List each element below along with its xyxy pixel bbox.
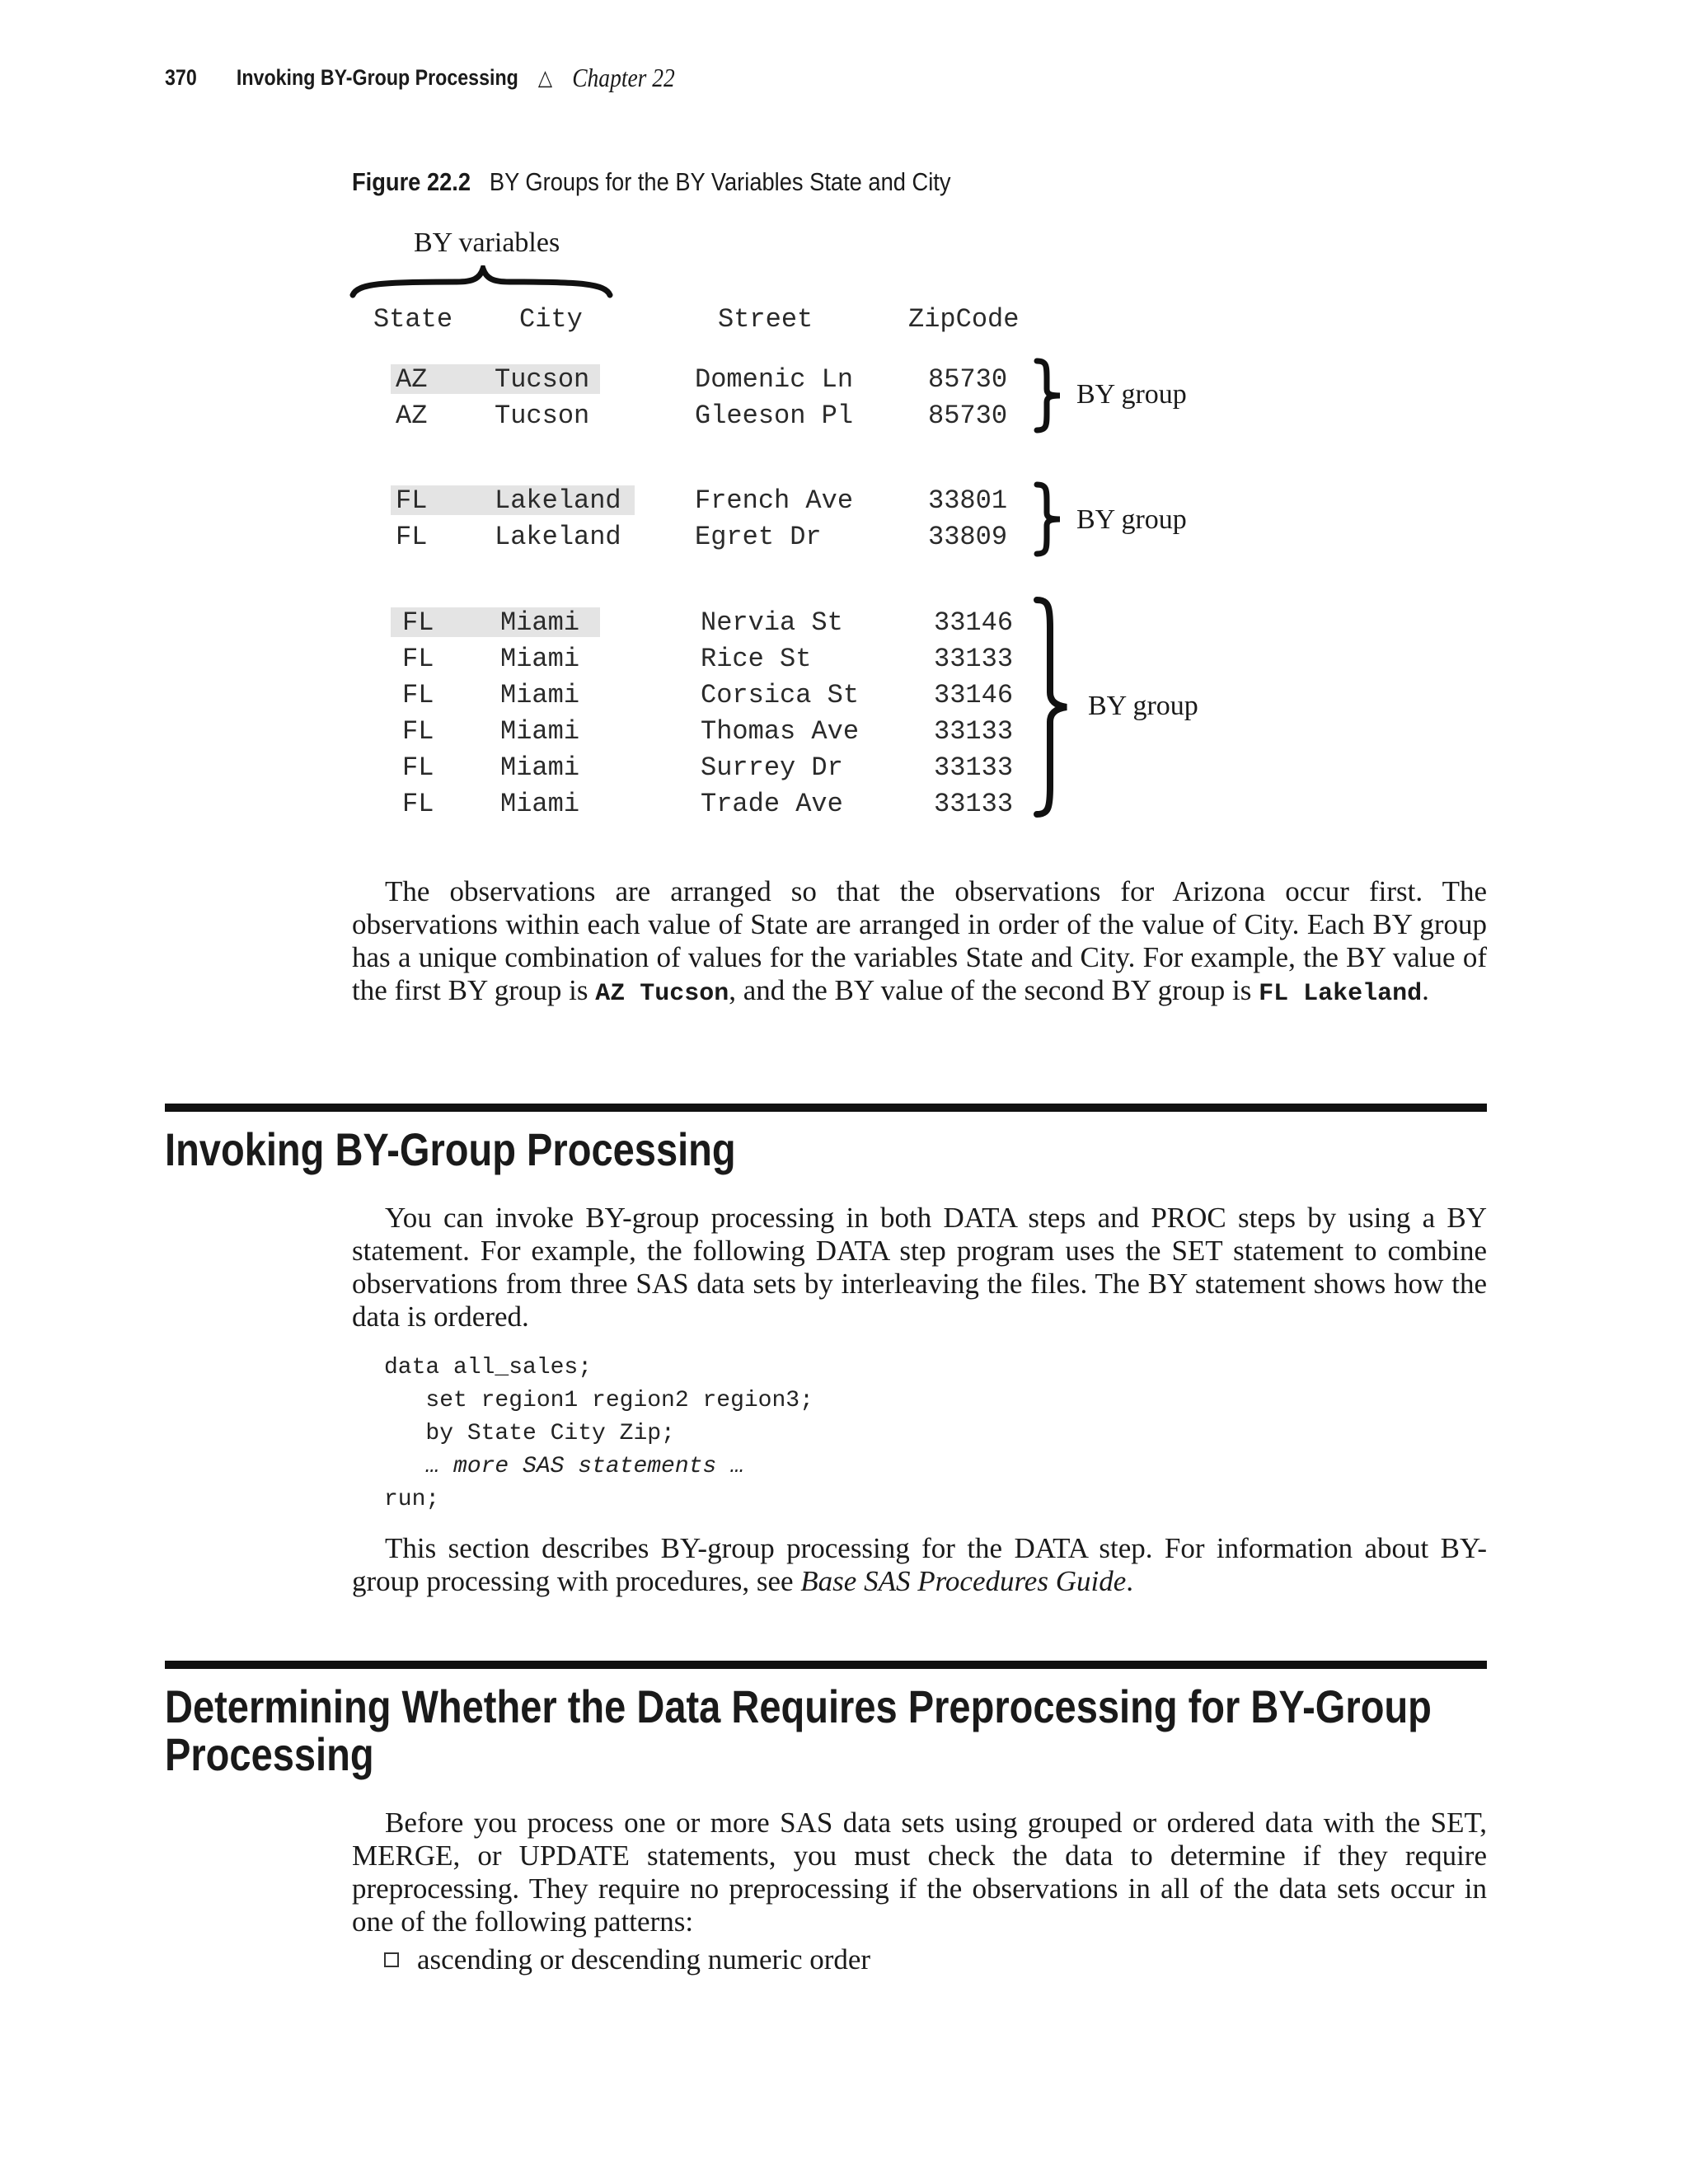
cell-state: FL [396, 485, 428, 516]
cell-zipcode: 33809 [928, 522, 1008, 552]
running-header [165, 61, 675, 94]
paragraph-text: You can invoke BY-group processing in both DATA steps and PROC steps by using a BY statement. For example, the following DATA step program uses the SET statement to combine observations from three SAS data sets by interleaving the files. The BY statement shows how the data is ordered. [352, 1202, 1487, 1333]
cell-zipcode: 33133 [934, 789, 1014, 819]
cell-city: Miami [500, 752, 580, 783]
group-brace-icon [1032, 358, 1068, 434]
col-header-state: State [373, 304, 453, 335]
cell-state: FL [396, 522, 428, 552]
section-rule [165, 1661, 1487, 1669]
triangle-separator: △ [537, 64, 553, 90]
code-line: run; [384, 1487, 440, 1512]
page-number: 370 [165, 64, 197, 90]
group-brace-icon [1032, 595, 1075, 819]
cell-zipcode: 85730 [928, 364, 1008, 395]
cell-state: AZ [396, 401, 428, 431]
by-variables-brace-icon [349, 265, 613, 298]
cell-street: Domenic Ln [695, 364, 854, 395]
cell-street: Trade Ave [701, 789, 843, 819]
col-header-zipcode: ZipCode [908, 304, 1020, 335]
paragraph-text: This section describes BY-group processing for the DATA step. For information about BY-group processing with procedures, see [352, 1532, 1487, 1597]
code-line-italic [384, 1451, 744, 1483]
section-paragraph [352, 1532, 1487, 1598]
cell-zipcode: 33133 [934, 752, 1014, 783]
cell-street: Thomas Ave [701, 716, 860, 747]
cell-zipcode: 33146 [934, 680, 1014, 710]
code-line: set region1 region2 region3; [384, 1388, 814, 1413]
cell-city: Lakeland [495, 485, 621, 516]
cell-street: French Ave [695, 485, 854, 516]
paragraph-text: Before you process one or more SAS data sets using grouped or ordered data with the SET, MERGE, or UPDATE statements, you must check the data to determine if they require preprocessing. They require no preprocessing if the observations in all of the data sets occur in one of the following patterns: [352, 1807, 1487, 1938]
cell-city: Miami [500, 680, 580, 710]
square-bullet-icon [384, 1952, 399, 1967]
cell-state: AZ [396, 364, 428, 395]
paragraph-text: The observations are arranged so that the observations for Arizona occur first. The observations within each value of State are arranged in order of the value of City. Each BY group has a unique combination of values for the variables State and City. For example, the BY value of the first BY group is [352, 875, 1487, 1006]
by-value-fl-lakeland: FL Lakeland [1259, 980, 1423, 1008]
cell-zipcode: 33133 [934, 716, 1014, 747]
cell-city: Miami [500, 789, 580, 819]
paragraph-text: . [1422, 974, 1429, 1006]
by-group-label: BY group [1076, 379, 1187, 410]
col-header-street: Street [718, 304, 814, 335]
cell-state: FL [402, 716, 434, 747]
cell-city: Miami [500, 607, 580, 638]
paragraph-text: , and the BY value of the second BY group is [729, 974, 1259, 1006]
cell-state: FL [402, 789, 434, 819]
cell-city: Tucson [495, 401, 590, 431]
cell-street: Nervia St [701, 607, 843, 638]
running-chapter: Chapter 22 [572, 62, 675, 92]
running-section-title: Invoking BY-Group Processing [236, 64, 518, 90]
figure-number: Figure 22.2 [352, 167, 471, 196]
code-comment: … more SAS statements … [384, 1454, 744, 1479]
cell-street: Corsica St [701, 680, 860, 710]
col-header-city: City [519, 304, 583, 335]
book-title-reference: Base SAS Procedures Guide [800, 1565, 1127, 1597]
section-heading: Invoking BY-Group Processing [165, 1123, 736, 1175]
section-heading: Determining Whether the Data Requires Preprocessing for BY-Group [165, 1680, 1432, 1732]
figure-caption [352, 167, 950, 197]
by-group-label: BY group [1076, 504, 1187, 535]
by-variables-label: BY variables [414, 227, 560, 258]
cell-city: Miami [500, 644, 580, 674]
cell-city: Miami [500, 716, 580, 747]
cell-street: Surrey Dr [701, 752, 843, 783]
code-line: data all_sales; [384, 1355, 593, 1380]
section-paragraph [352, 1807, 1487, 1938]
cell-street: Egret Dr [695, 522, 822, 552]
section-rule [165, 1104, 1487, 1112]
list-item-text: ascending or descending numeric order [417, 1943, 871, 1975]
cell-state: FL [402, 644, 434, 674]
figure-explanation-paragraph [352, 875, 1487, 1010]
section-paragraph [352, 1202, 1487, 1333]
cell-city: Lakeland [495, 522, 621, 552]
cell-state: FL [402, 607, 434, 638]
cell-zipcode: 33801 [928, 485, 1008, 516]
figure-caption-text: BY Groups for the BY Variables State and City [489, 167, 951, 196]
cell-street: Rice St [701, 644, 812, 674]
cell-zipcode: 85730 [928, 401, 1008, 431]
code-line: by State City Zip; [384, 1421, 675, 1446]
cell-city: Tucson [495, 364, 590, 395]
paragraph-text: . [1126, 1565, 1133, 1597]
by-group-label: BY group [1088, 691, 1198, 721]
group-brace-icon [1032, 481, 1068, 557]
cell-state: FL [402, 680, 434, 710]
cell-street: Gleeson Pl [695, 401, 854, 431]
by-value-az-tucson: AZ Tucson [595, 980, 729, 1008]
cell-state: FL [402, 752, 434, 783]
list-item [384, 1943, 870, 1976]
section-heading: Processing [165, 1728, 374, 1780]
cell-zipcode: 33146 [934, 607, 1014, 638]
cell-zipcode: 33133 [934, 644, 1014, 674]
